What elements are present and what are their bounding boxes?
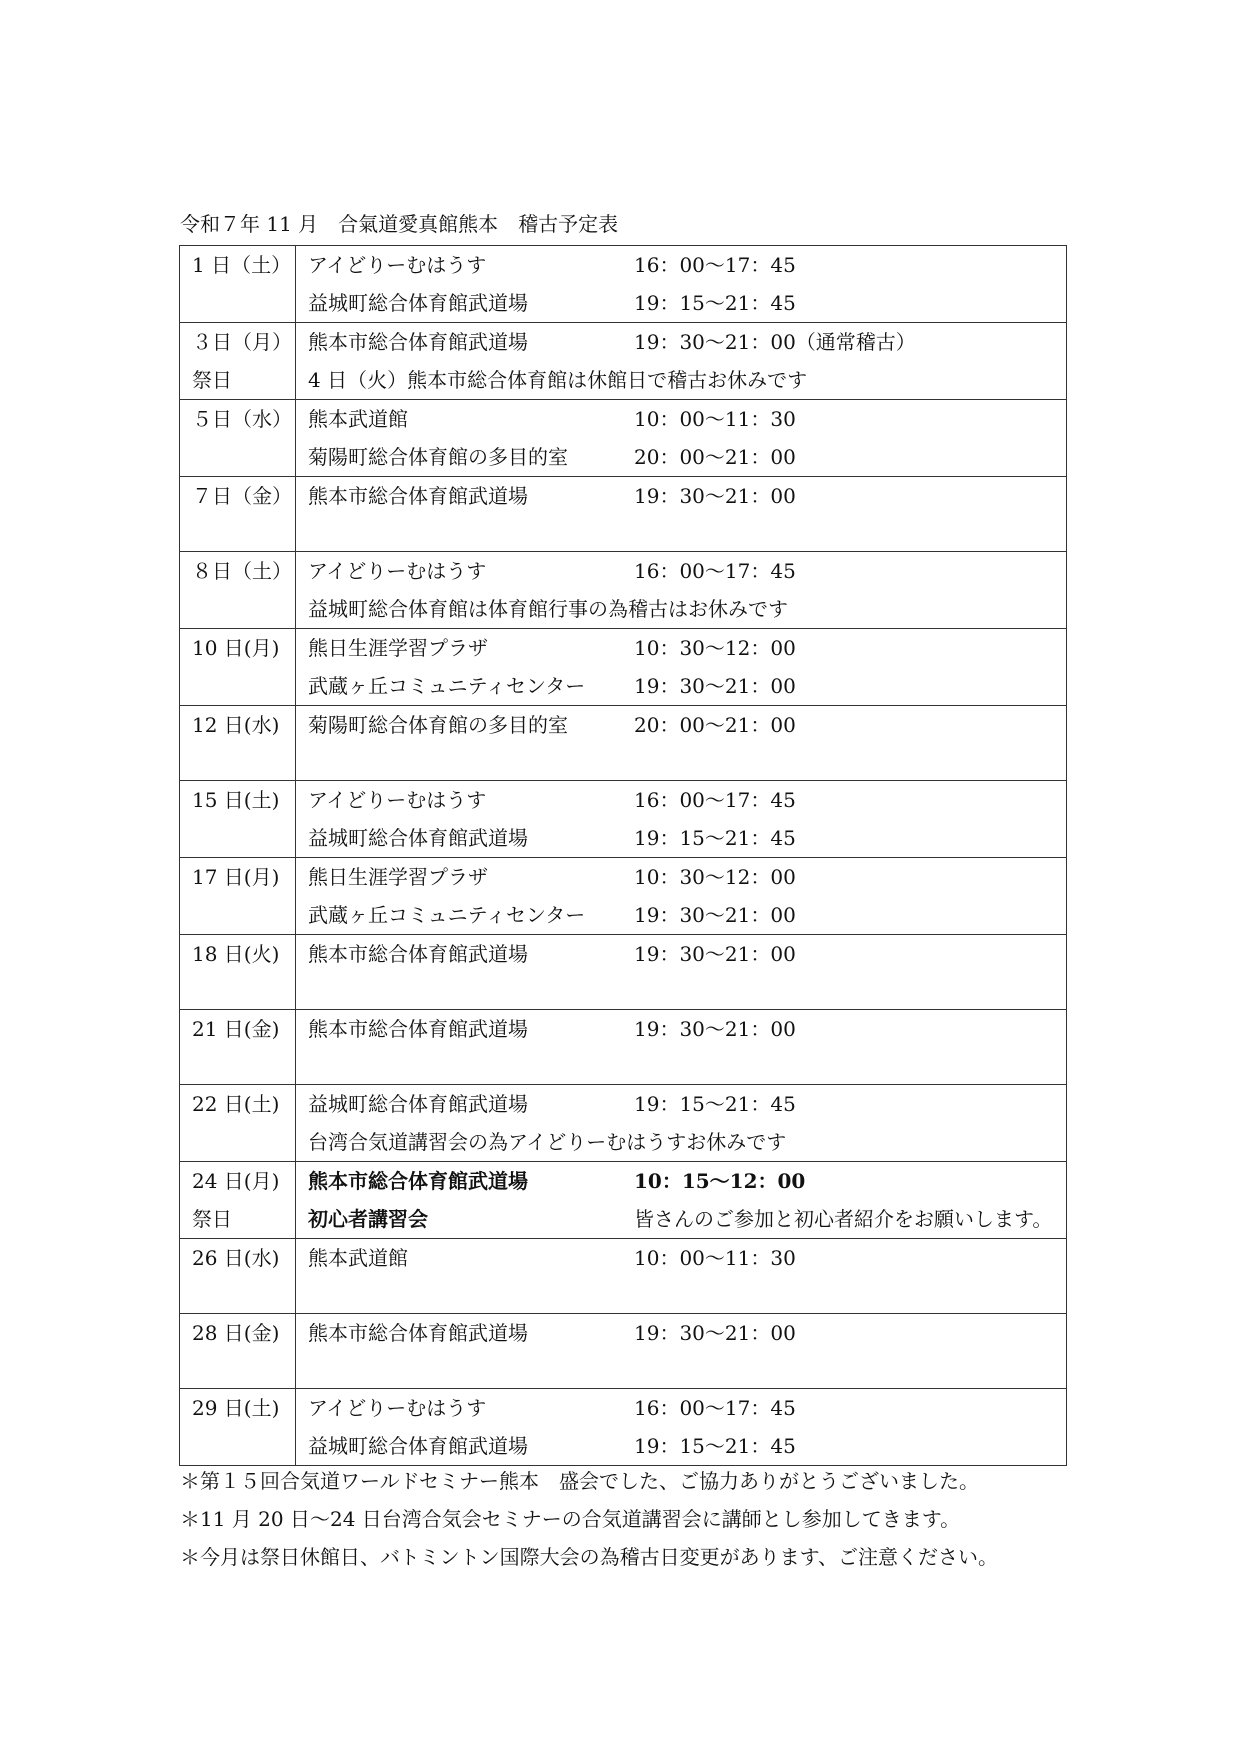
schedule-line [296,1239,1066,1277]
day-label: 26 日(水) [192,1246,280,1270]
day-cell [180,935,296,1010]
schedule-cell [296,1010,1067,1085]
venue-name: 菊陽町総合体育館の多目的室 [308,713,568,737]
day-label: 21 日(金) [192,1017,280,1041]
day-cell [180,1239,296,1314]
page-title: 令和７年 11 月 合氣道愛真館熊本 稽古予定表 [180,212,619,236]
schedule-cell [296,706,1067,781]
schedule-cell [296,781,1067,858]
time-range: 19：30〜21：00 [634,903,796,927]
schedule-line [296,819,1066,857]
time-range: 10：30〜12：00 [634,865,796,889]
footnote: ＊11 月 20 日〜24 日台湾合気会セミナーの合気道講習会に講師とし参加してきます。 [180,1507,961,1531]
notice-text: 皆さんのご参加と初心者紹介をお願いします。 [634,1207,1053,1231]
venue-name: 熊日生涯学習プラザ [308,636,488,660]
schedule-line [296,935,1066,973]
day-cell [180,246,296,323]
day-cell [180,323,296,400]
time-range: 10：30〜12：00 [634,636,796,660]
notice-text: 4 日（火）熊本市総合体育館は休館日で稽古お休みです [308,368,808,392]
table-row [180,1239,1067,1314]
venue-name: アイどりーむはうす [308,559,487,583]
schedule-table [179,245,1067,1466]
schedule-cell [296,246,1067,323]
schedule-cell [296,323,1067,400]
venue-name: 熊本武道館 [308,407,408,431]
table-row [180,477,1067,552]
day-cell [180,1162,296,1239]
footnote: ＊第１５回合気道ワールドセミナー熊本 盛会でした、ご協力ありがとうございました。 [180,1469,979,1493]
time-range: 19：15〜21：45 [634,1434,796,1458]
venue-name: アイどりーむはうす [308,253,487,277]
day-label: 28 日(金) [192,1321,280,1345]
schedule-line [296,1085,1066,1123]
schedule-line [296,896,1066,934]
table-row [180,1314,1067,1389]
schedule-line [296,1010,1066,1048]
schedule-cell [296,1085,1067,1162]
time-range: 16：00〜17：45 [634,253,796,277]
time-range: 16：00〜17：45 [634,559,796,583]
day-cell [180,1085,296,1162]
venue-name: 熊本武道館 [308,1246,408,1270]
time-range: 19：30〜21：00 [634,1017,796,1041]
table-row [180,400,1067,477]
time-range: 10：00〜11：30 [634,1246,796,1270]
time-range: 19：30〜21：00 [634,674,796,698]
day-cell [180,858,296,935]
schedule-cell [296,1239,1067,1314]
schedule-line [296,781,1066,819]
venue-name: 熊日生涯学習プラザ [308,865,488,889]
venue-name: 益城町総合体育館武道場 [308,826,528,850]
schedule-line [296,1314,1066,1352]
schedule-cell [296,858,1067,935]
day-label: 12 日(水) [192,713,280,737]
day-cell [180,552,296,629]
day-cell [180,781,296,858]
day-label: 18 日(火) [192,942,280,966]
time-range: 10：15〜12：00 [634,1169,806,1193]
table-row [180,323,1067,400]
venue-name: 武蔵ヶ丘コミュニティセンター [308,674,586,698]
day-cell [180,1010,296,1085]
table-row [180,1085,1067,1162]
notes-section [180,1462,1080,1576]
venue-name: 熊本市総合体育館武道場 [308,1169,528,1193]
venue-name: アイどりーむはうす [308,788,487,812]
footnote: ＊今月は祭日休館日、バトミントン国際大会の為稽古日変更があります、ご注意ください。 [180,1545,998,1569]
table-row [180,246,1067,323]
schedule-line [296,706,1066,744]
notice-text: 益城町総合体育館は体育館行事の為稽古はお休みです [308,597,788,621]
schedule-line [296,590,1066,628]
venue-name: 益城町総合体育館武道場 [308,1092,528,1116]
venue-name: 熊本市総合体育館武道場 [308,942,528,966]
schedule-line [296,438,1066,476]
venue-name: 熊本市総合体育館武道場 [308,484,528,508]
time-range: 19：30〜21：00 [634,484,796,508]
time-range: 20：00〜21：00 [634,713,796,737]
schedule-line [296,552,1066,590]
venue-name: 熊本市総合体育館武道場 [308,1017,528,1041]
day-cell [180,400,296,477]
time-range: 10：00〜11：30 [634,407,796,431]
day-cell [180,1314,296,1389]
day-label: 17 日(月) [192,865,280,889]
schedule-line [296,667,1066,705]
venue-name: 武蔵ヶ丘コミュニティセンター [308,903,586,927]
time-range: 19：30〜21：00 [634,942,796,966]
time-range: 19：30〜21：00（通常稽古） [634,330,916,354]
schedule-line [296,361,1066,399]
holiday-note: 祭日 [192,368,232,392]
holiday-note: 祭日 [192,1207,232,1231]
day-cell [180,706,296,781]
venue-name: アイどりーむはうす [308,1396,487,1420]
venue-name: 益城町総合体育館武道場 [308,1434,528,1458]
day-label: 24 日(月) [192,1169,280,1193]
day-cell [180,629,296,706]
day-cell [180,1389,296,1466]
day-label: 22 日(土) [192,1092,280,1116]
time-range: 19：30〜21：00 [634,1321,796,1345]
schedule-line [296,400,1066,438]
time-range: 16：00〜17：45 [634,788,796,812]
day-label: 10 日(月) [192,636,280,660]
day-label: 1 日（土） [192,253,292,277]
day-label: ７日（金） [192,484,292,508]
time-range: 20：00〜21：00 [634,445,796,469]
time-range: 19：15〜21：45 [634,291,796,315]
time-range: 16：00〜17：45 [634,1396,796,1420]
schedule-cell [296,1162,1067,1239]
table-row [180,1389,1067,1466]
schedule-line [296,1200,1066,1238]
schedule-cell [296,1314,1067,1389]
venue-name: 益城町総合体育館武道場 [308,291,528,315]
venue-name: 初心者講習会 [308,1207,428,1231]
schedule-cell [296,935,1067,1010]
day-label: 15 日(土) [192,788,280,812]
schedule-line [296,323,1066,361]
day-label: 29 日(土) [192,1396,280,1420]
schedule-line [296,246,1066,284]
day-cell [180,477,296,552]
venue-name: 熊本市総合体育館武道場 [308,1321,528,1345]
day-label: ８日（土） [192,559,292,583]
day-label: ５日（水） [192,407,292,431]
schedule-cell [296,629,1067,706]
schedule-cell [296,1389,1067,1466]
schedule-cell [296,400,1067,477]
schedule-line [296,1123,1066,1161]
schedule-line [296,477,1066,515]
table-row [180,781,1067,858]
schedule-line [296,629,1066,667]
table-row [180,706,1067,781]
time-range: 19：15〜21：45 [634,1092,796,1116]
schedule-body [180,246,1067,1466]
schedule-cell [296,477,1067,552]
schedule-line [296,858,1066,896]
schedule-line [296,284,1066,322]
notice-text: 台湾合気道講習会の為アイどりーむはうすお休みです [308,1130,787,1154]
table-row [180,935,1067,1010]
schedule-line [296,1162,1066,1200]
schedule-line [296,1427,1066,1465]
venue-name: 菊陽町総合体育館の多目的室 [308,445,568,469]
schedule-line [296,1389,1066,1427]
time-range: 19：15〜21：45 [634,826,796,850]
table-row [180,629,1067,706]
table-row [180,552,1067,629]
table-row [180,1162,1067,1239]
table-row [180,1010,1067,1085]
day-label: ３日（月） [192,330,292,354]
venue-name: 熊本市総合体育館武道場 [308,330,528,354]
schedule-cell [296,552,1067,629]
table-row [180,858,1067,935]
